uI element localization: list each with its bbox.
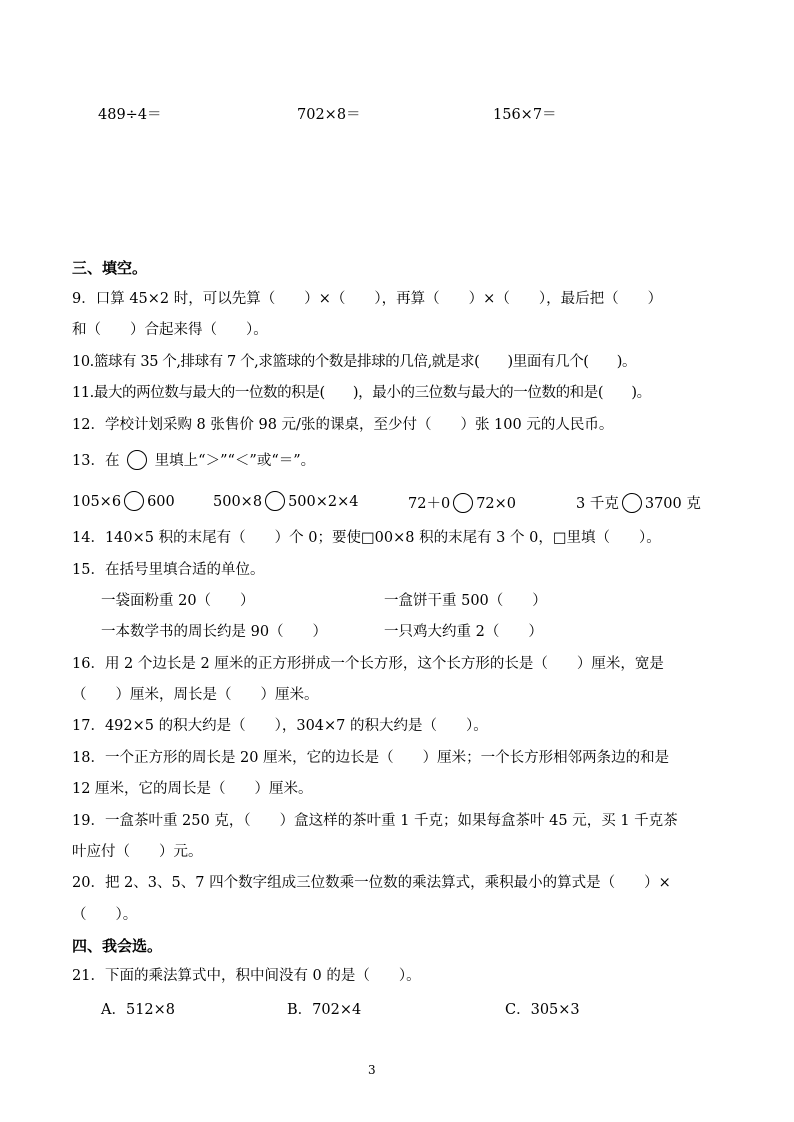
q12: 12．学校计划采购 8 张售价 98 元/张的课桌，至少付（ ）张 100 元的人民币。 bbox=[72, 417, 614, 433]
q15-a: 一袋面粉重 20（ ） bbox=[101, 593, 255, 609]
q15: 15．在括号里填合适的单位。 bbox=[72, 562, 265, 578]
compare-left: 72＋0 bbox=[408, 496, 451, 512]
compare-item bbox=[213, 492, 359, 512]
compare-left: 500×8 bbox=[213, 494, 263, 510]
q14: 14．140×5 积的末尾有（ ）个 0；要使□00×8 积的末尾有 3 个 0，□里填（ ）。 bbox=[72, 530, 661, 546]
compare-left: 105×6 bbox=[72, 494, 122, 510]
q16-line2: （ ）厘米，周长是（ ）厘米。 bbox=[72, 687, 319, 703]
q18-line2: 12 厘米，它的周长是（ ）厘米。 bbox=[72, 781, 313, 797]
calc-item-3: 156×7＝ bbox=[493, 107, 557, 123]
q13-instruction bbox=[72, 451, 315, 471]
q15-c: 一本数学书的周长约是 90（ ） bbox=[101, 624, 328, 640]
circle-icon bbox=[127, 450, 147, 470]
compare-right: 500×2×4 bbox=[288, 494, 359, 510]
calc-item-2: 702×8＝ bbox=[297, 107, 361, 123]
q19-line1: 19．一盒茶叶重 250 克，（ ）盒这样的茶叶重 1 千克；如果每盒茶叶 45 元，买 1 千克茶 bbox=[72, 813, 678, 829]
q20-line1: 20．把 2、3、5、7 四个数字组成三位数乘一位数的乘法算式，乘积最小的算式是（ ）× bbox=[72, 875, 671, 891]
q18-line1: 18．一个正方形的周长是 20 厘米，它的边长是（ ）厘米；一个长方形相邻两条边的和是 bbox=[72, 750, 670, 766]
section3-title: 三、填空。 bbox=[72, 259, 148, 277]
compare-circle[interactable] bbox=[124, 491, 144, 511]
compare-circle[interactable] bbox=[622, 493, 642, 513]
compare-item bbox=[72, 492, 175, 512]
q9-line2: 和（ ）合起来得（ ）。 bbox=[72, 322, 268, 338]
compare-left: 3 千克 bbox=[576, 496, 619, 512]
q9-line1: 9．口算 45×2 时，可以先算（ ）×（ ），再算（ ）×（ ），最后把（ ） bbox=[72, 291, 663, 307]
q16-line1: 16．用 2 个边长是 2 厘米的正方形拼成一个长方形，这个长方形的长是（ ）厘米，宽是 bbox=[72, 656, 664, 672]
q17: 17．492×5 的积大约是（ ），304×7 的积大约是（ ）。 bbox=[72, 718, 488, 734]
q21-option-c[interactable]: C．305×3 bbox=[505, 1002, 580, 1018]
q19-line2: 叶应付（ ）元。 bbox=[72, 844, 203, 860]
compare-circle[interactable] bbox=[453, 493, 473, 513]
compare-item bbox=[576, 492, 701, 514]
q13-prefix: 13．在 bbox=[72, 453, 120, 469]
compare-right: 3700 克 bbox=[644, 496, 701, 512]
compare-item bbox=[408, 492, 516, 514]
compare-circle[interactable] bbox=[265, 491, 285, 511]
q13-suffix: 里填上“＞”“＜”或“＝”。 bbox=[154, 453, 316, 469]
q21: 21．下面的乘法算式中，积中间没有 0 的是（ ）。 bbox=[72, 968, 421, 984]
q11: 11.最大的两位数与最大的一位数的积是( )，最小的三位数与最大的一位数的和是( )。 bbox=[72, 385, 651, 401]
page-number: 3 bbox=[368, 1063, 376, 1077]
q21-option-b[interactable]: B．702×4 bbox=[287, 1002, 362, 1018]
q10: 10.篮球有 35 个,排球有 7 个,求篮球的个数是排球的几倍,就是求( )里面有几个( )。 bbox=[72, 354, 637, 370]
q21-option-a[interactable]: A．512×8 bbox=[101, 1002, 176, 1018]
compare-right: 600 bbox=[147, 494, 175, 510]
q15-d: 一只鸡大约重 2（ ） bbox=[384, 624, 543, 640]
calc-item-1: 489÷4＝ bbox=[98, 107, 162, 123]
q15-b: 一盒饼干重 500（ ） bbox=[384, 593, 547, 609]
compare-right: 72×0 bbox=[476, 496, 517, 512]
q20-line2: （ ）。 bbox=[72, 907, 138, 923]
section4-title: 四、我会选。 bbox=[72, 937, 163, 955]
